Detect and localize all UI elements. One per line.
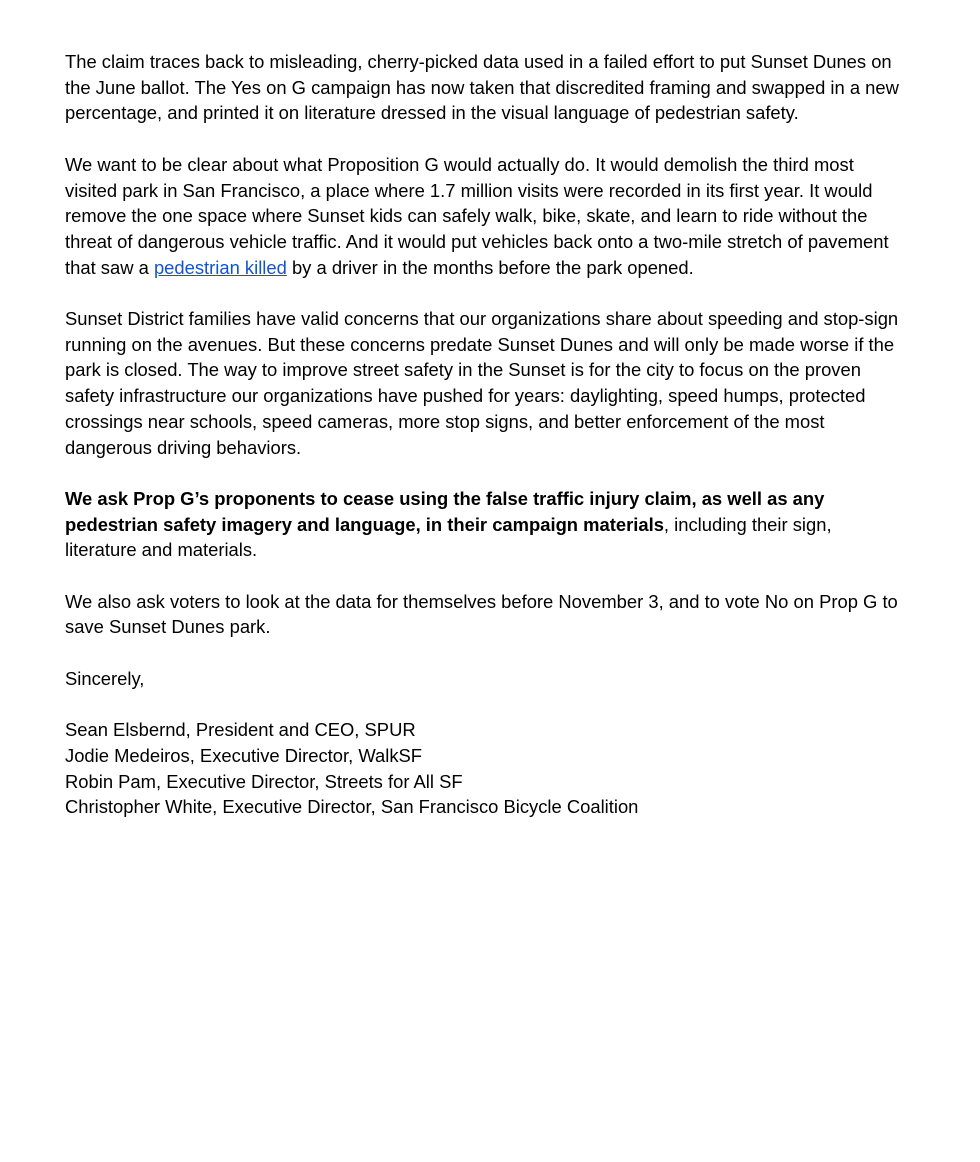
paragraph-request-proponents xyxy=(65,486,900,563)
signatory-list xyxy=(65,717,900,820)
request-bold-text: We ask Prop G’s proponents to cease using the false traffic injury claim, as well as any pedestrian safety imagery and language, in their campaign materials xyxy=(65,487,825,535)
request-rest-text: , including their sign, literature and materials. xyxy=(65,513,832,561)
paragraph-text-before-link: We want to be clear about what Proposition G would actually do. It would demolish the third most visited park in San Francisco, a place where 1.7 million visits were recorded in its first year. It would remove the one space where Sunset kids can safely walk, bike, skate, and learn to ride without the threat of dangerous vehicle traffic. And it would put vehicles back onto a two-mile stretch of pavement that saw a xyxy=(65,153,889,278)
paragraph-claim-origin: The claim traces back to misleading, cherry-picked data used in a failed effort to put Sunset Dunes on the June ballot. The Yes on G campaign has now taken that discredited framing and swapped in a new percentage, and printed it on literature dressed in the visual language of pedestrian safety. xyxy=(65,51,899,124)
signatory-line: Jodie Medeiros, Executive Director, WalkSF xyxy=(65,744,423,766)
paragraph-text-after-link: by a driver in the months before the park opened. xyxy=(286,256,694,278)
paragraph-prop-g-impact xyxy=(65,152,900,281)
signatory-line: Sean Elsbernd, President and CEO, SPUR xyxy=(65,719,416,741)
signatory-line: Robin Pam, Executive Director, Streets for All SF xyxy=(65,770,463,792)
closing-salutation: Sincerely, xyxy=(65,667,145,689)
paragraph-voter-ask: We also ask voters to look at the data for themselves before November 3, and to vote No on Prop G to save Sunset Dunes park. xyxy=(65,590,898,638)
signatory-line: Christopher White, Executive Director, San Francisco Bicycle Coalition xyxy=(65,796,639,818)
letter-body xyxy=(65,49,900,820)
pedestrian-killed-link[interactable]: pedestrian killed xyxy=(153,256,287,278)
paragraph-safety-concerns: Sunset District families have valid concerns that our organizations share about speeding and stop-sign running on the avenues. But these concerns predate Sunset Dunes and will only be made worse if the park is closed. The way to improve street safety in the Sunset is for the city to focus on the proven safety infrastructure our organizations have pushed for years: daylighting, speed humps, protected crossings near schools, speed cameras, more stop signs, and better enforcement of the most dangerous driving behaviors. xyxy=(65,308,899,458)
